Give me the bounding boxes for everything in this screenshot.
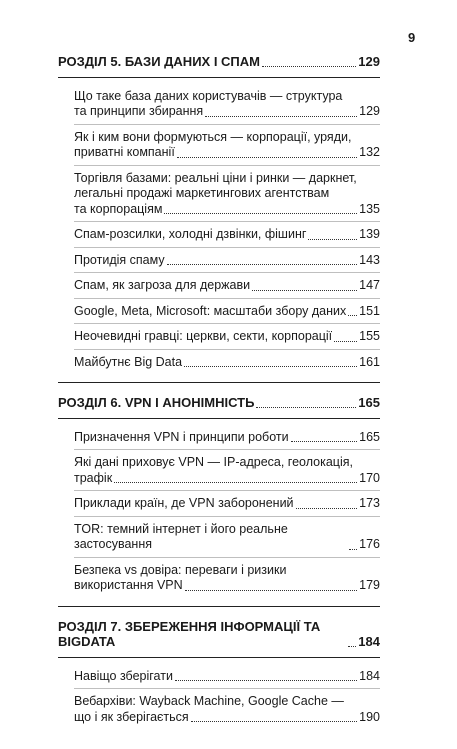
leader-dots <box>175 679 357 681</box>
toc-entry[interactable] <box>74 299 380 325</box>
entry-text-last: використання VPN <box>74 578 183 592</box>
entry-text-last: Протидія спаму <box>74 252 165 267</box>
chapter-title: РОЗДІЛ 6. VPN І АНОНІМНІСТЬ <box>58 395 255 410</box>
toc-entry[interactable] <box>74 491 380 517</box>
leader-dots <box>349 548 357 550</box>
entry-page: 139 <box>359 227 380 241</box>
entry-text-line: Які дані приховує VPN — IP-адреса, геолокація, <box>74 455 353 469</box>
entry-text-line: Що таке база даних користувачів — структура <box>74 88 343 103</box>
leader-dots <box>252 289 357 291</box>
entry-page: 165 <box>359 429 380 444</box>
page-number: 9 <box>408 30 416 45</box>
entry-page: 161 <box>359 354 380 369</box>
toc-entry[interactable] <box>74 84 380 125</box>
toc-entry[interactable] <box>74 425 380 451</box>
toc-entry[interactable] <box>74 324 380 350</box>
chapter-heading[interactable] <box>58 395 380 419</box>
entry-text-line: Торгівля базами: реальні ціни і ринки — даркнет, <box>74 170 357 185</box>
entry-text-last: TOR: темний інтернет і його реальне застосування <box>74 521 288 551</box>
entry-page: 184 <box>359 668 380 683</box>
leader-dots <box>205 115 357 117</box>
entry-text-last: приватні компанії <box>74 145 175 159</box>
chapter-page: 129 <box>358 54 380 69</box>
toc-entry[interactable] <box>74 166 380 223</box>
chapter-heading[interactable] <box>58 54 380 78</box>
chapter-title: РОЗДІЛ 7. ЗБЕРЕЖЕННЯ ІНФОРМАЦІЇ ТА BIGDATA <box>58 618 321 649</box>
table-of-contents <box>58 54 380 749</box>
entry-text-last: Спам, як загроза для держави <box>74 278 251 292</box>
entry-text-last: Призначення VPN і принципи роботи <box>74 429 289 444</box>
entry-page: 129 <box>359 104 380 118</box>
entry-page: 151 <box>359 303 380 318</box>
toc-entry[interactable] <box>74 689 380 729</box>
toc-entry[interactable] <box>74 273 380 299</box>
entry-text-last: Неочевидні гравці: церкви, секти, корпорації <box>74 329 333 343</box>
toc-entry[interactable] <box>74 450 380 491</box>
entry-page: 190 <box>359 709 380 724</box>
leader-dots <box>185 589 357 591</box>
toc-entry[interactable] <box>74 350 380 375</box>
toc-entry[interactable] <box>74 222 380 248</box>
entry-text-last: та принципи збирання <box>74 104 204 118</box>
entry-text-last: Спам-розсилки, холодні дзвінки, фішинг <box>74 227 307 241</box>
entry-text-line: Як і ким вони формуються — корпорації, уряди, <box>74 129 352 144</box>
toc-entry[interactable] <box>74 517 380 558</box>
leader-dots <box>167 263 358 265</box>
leader-dots <box>334 340 357 342</box>
leader-dots <box>114 481 357 483</box>
toc-entry[interactable] <box>74 125 380 166</box>
leader-dots <box>164 212 357 214</box>
entry-page: 170 <box>359 470 380 485</box>
entry-text-line: Безпека vs довіра: переваги і ризики <box>74 562 287 577</box>
entry-page: 179 <box>359 578 380 592</box>
entry-text-last: Приклади країн, де VPN заборонений <box>74 496 294 510</box>
entry-page: 135 <box>359 201 380 216</box>
leader-dots <box>348 314 357 316</box>
leader-dots <box>308 238 357 240</box>
toc-section <box>58 54 380 383</box>
entry-page: 143 <box>359 252 380 267</box>
toc-section <box>58 619 380 738</box>
leader-dots <box>296 507 358 509</box>
entry-text-last: Навіщо зберігати <box>74 668 173 683</box>
leader-dots <box>184 365 357 367</box>
entry-page: 173 <box>359 496 380 510</box>
leader-dots <box>291 440 358 442</box>
leader-dots <box>256 406 356 408</box>
chapter-heading[interactable] <box>58 619 380 658</box>
chapter-title: РОЗДІЛ 5. БАЗИ ДАНИХ І СПАМ <box>58 54 260 69</box>
leader-dots <box>177 156 357 158</box>
entry-page: 176 <box>359 537 380 551</box>
entry-text-last: та корпораціям <box>74 201 163 216</box>
entry-text-last: Google, Meta, Microsoft: масштаби збору даних <box>74 303 347 318</box>
entry-text-line: легальні продажі маркетингових агентствам <box>74 186 330 200</box>
entry-text-last: трафік <box>74 470 113 485</box>
entry-text-line: Вебархіви: Wayback Machine, Google Cache — <box>74 694 344 708</box>
toc-entry[interactable] <box>74 664 380 690</box>
entry-page: 155 <box>359 329 380 343</box>
leader-dots <box>348 645 356 647</box>
chapter-page: 165 <box>358 395 380 410</box>
leader-dots <box>262 65 356 67</box>
toc-section <box>58 395 380 607</box>
leader-dots <box>191 720 357 722</box>
entry-page: 132 <box>359 145 380 159</box>
toc-entry[interactable] <box>74 558 380 598</box>
entry-text-last: що і як зберігається <box>74 709 189 724</box>
entry-page: 147 <box>359 278 380 292</box>
entry-text-last: Майбутнє Big Data <box>74 354 183 369</box>
chapter-page: 184 <box>358 634 380 649</box>
toc-entry[interactable] <box>74 248 380 274</box>
